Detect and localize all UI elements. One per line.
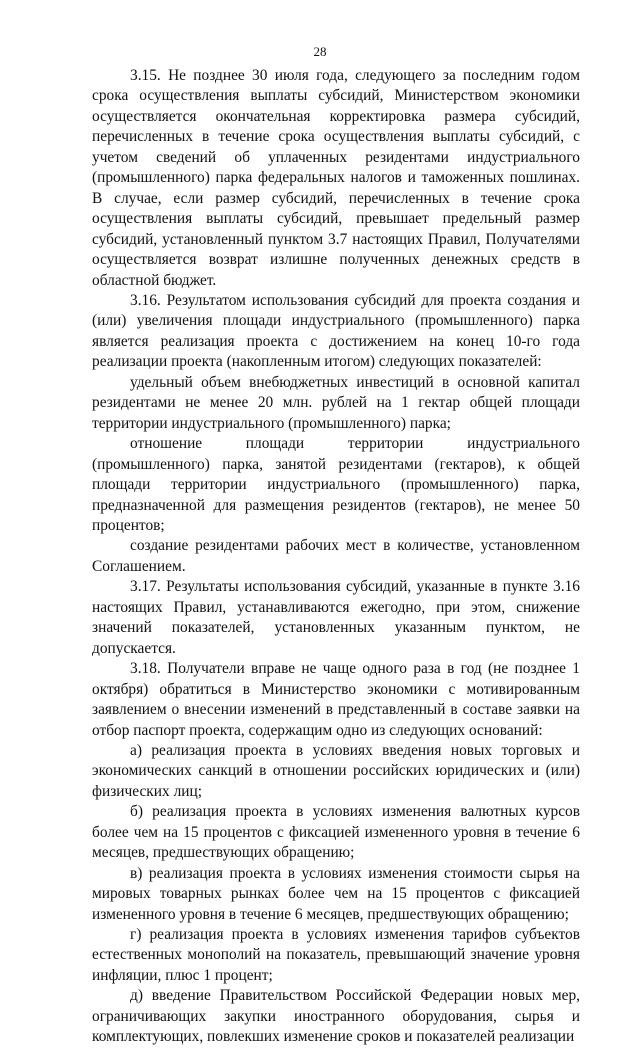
paragraph-indicator-investments: удельный объем внебюджетных инвестиций в основной капитал резидентами не менее 20 млн. рублей на 1 гектар общей площади территории индустриального (промышленного) парка; xyxy=(92,373,580,432)
paragraph-item-g: г) реализация проекта в условиях изменения тарифов субъектов естественных монополий на показатель, превышающий значение уровня инфляции, плюс 1 процент; xyxy=(92,926,580,984)
document-body xyxy=(92,66,580,1048)
paragraph-indicator-area-ratio: отношение площади территории индустриального (промышленного) парка, занятой резидентами (гектаров), к общей площади территории индустриального (промышленного) парка, предназначенной для размещения резидентов (гектаров), не менее 50 процентов; xyxy=(92,435,580,534)
paragraph-item-b: б) реализация проекта в условиях изменения валютных курсов более чем на 15 процентов с фиксацией измененного уровня в течение 6 месяцев, предшествующих обращению; xyxy=(92,803,580,862)
page-number: 28 xyxy=(313,44,327,59)
paragraph-item-d: д) введение Правительством Российской Федерации новых мер, ограничивающих закупки иностранного оборудования, сырья и комплектующих, повлекших изменение сроков и показателей реализации xyxy=(92,987,580,1046)
paragraph-3-17: 3.17. Результаты использования субсидий, указанные в пункте 3.16 настоящих Правил, устанавливаются ежегодно, при этом, снижение значений показателей, установленных указанным пунктом, не допускается. xyxy=(92,578,580,657)
paragraph-item-a: а) реализация проекта в условиях введения новых торговых и экономических санкций в отношении российских юридических и (или) физических лиц; xyxy=(92,741,580,800)
paragraph-3-18: 3.18. Получатели вправе не чаще одного раза в год (не позднее 1 октября) обратиться в Министерство экономики с мотивированным заявлением о внесении изменений в представленный в составе заявки на отбор паспорт проекта, содержащим одно из следующих оснований: xyxy=(92,660,580,739)
paragraph-3-16: 3.16. Результатом использования субсидий для проекта создания и (или) увеличения площади индустриального (промышленного) парка является реализация проекта с достижением на конец 10-го года реализации проекта (накопленным итогом) следующих показателей: xyxy=(92,291,580,371)
paragraph-3-15: 3.15. Не позднее 30 июля года, следующего за последним годом срока осуществления выплаты субсидий, Министерством экономики осуществляется окончательная корректировка размера субсидий, перечисленных в течение срока осуществления выплаты субсидий, с учетом сведений об уплаченных резидентами индустриального (промышленного) парка федеральных налогов и таможенных пошлинах. В случае, если размер субсидий, перечисленных в течение срока осуществления выплаты субсидий, превышает предельный размер субсидий, установленный пунктом 3.7 настоящих Правил, Получателями осуществляется возврат излишне полученных денежных средств в областной бюджет. xyxy=(92,67,580,289)
paragraph-item-v: в) реализация проекта в условиях изменения стоимости сырья на мировых товарных рынках более чем на 15 процентов с фиксацией измененного уровня в течение 6 месяцев, предшествующих обращению; xyxy=(92,864,580,923)
paragraph-indicator-jobs: создание резидентами рабочих мест в количестве, установленном Соглашением. xyxy=(92,537,580,575)
